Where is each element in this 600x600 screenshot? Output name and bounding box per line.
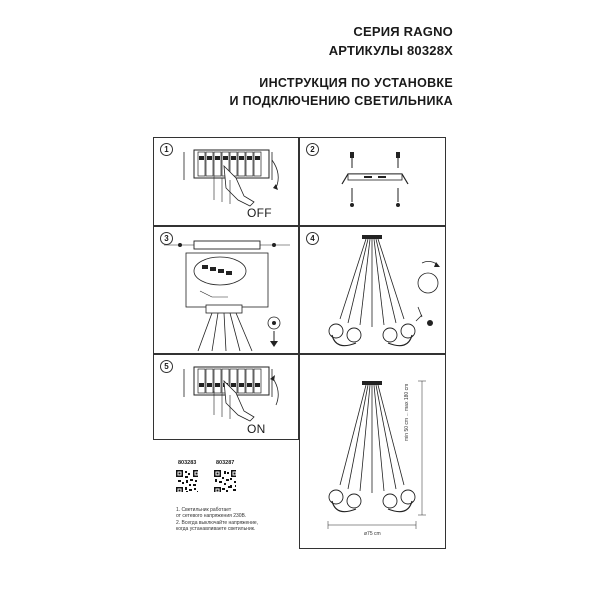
note-line-4: когда устанавливаете светильник. bbox=[176, 525, 256, 532]
qr-code-2-icon[interactable] bbox=[214, 470, 236, 492]
dimensions-panel bbox=[299, 354, 446, 549]
step-1-number: 1 bbox=[160, 143, 173, 156]
step-4-panel bbox=[299, 226, 446, 354]
off-label: OFF bbox=[247, 206, 272, 220]
step-1-panel bbox=[153, 137, 299, 226]
height-dimension-label: min 50 cm ... max 180 cm bbox=[404, 383, 410, 441]
wiring-connection-illustration bbox=[154, 227, 300, 355]
series-title: СЕРИЯ RAGNO bbox=[353, 24, 453, 39]
instruction-title bbox=[230, 74, 453, 110]
breaker-off-illustration bbox=[154, 138, 300, 227]
instruction-title-line2: И ПОДКЛЮЧЕНИЮ СВЕТИЛЬНИКА bbox=[229, 94, 453, 108]
chandelier-dimensions-illustration bbox=[300, 355, 447, 550]
step-3-number: 3 bbox=[160, 232, 173, 245]
diameter-dimension-label: ø75 cm bbox=[364, 531, 381, 537]
step-4-number: 4 bbox=[306, 232, 319, 245]
shade-assembly-illustration bbox=[300, 227, 447, 355]
step-5-number: 5 bbox=[160, 360, 173, 373]
note-line-2: от сетевого напряжения 230В. bbox=[176, 513, 247, 520]
qr-article-1: 803283 bbox=[178, 460, 197, 466]
step-2-number: 2 bbox=[306, 143, 319, 156]
qr-code-1-icon[interactable] bbox=[176, 470, 198, 492]
step-5-panel bbox=[153, 354, 299, 440]
qr-article-2: 803287 bbox=[216, 460, 235, 466]
articles-title: АРТИКУЛЫ 80328X bbox=[328, 43, 453, 58]
safety-notes bbox=[176, 507, 296, 532]
note-line-1: 1. Светильник работает bbox=[176, 507, 232, 513]
instruction-title-line1: ИНСТРУКЦИЯ ПО УСТАНОВКЕ bbox=[259, 76, 453, 90]
step-2-panel bbox=[299, 137, 446, 226]
mounting-bracket-illustration bbox=[300, 138, 447, 227]
on-label: ON bbox=[247, 422, 266, 436]
document-header bbox=[329, 22, 453, 60]
breaker-on-illustration bbox=[154, 355, 300, 441]
note-line-3: 2. Всегда выключайте напряжение, bbox=[176, 519, 259, 526]
step-3-panel bbox=[153, 226, 299, 354]
